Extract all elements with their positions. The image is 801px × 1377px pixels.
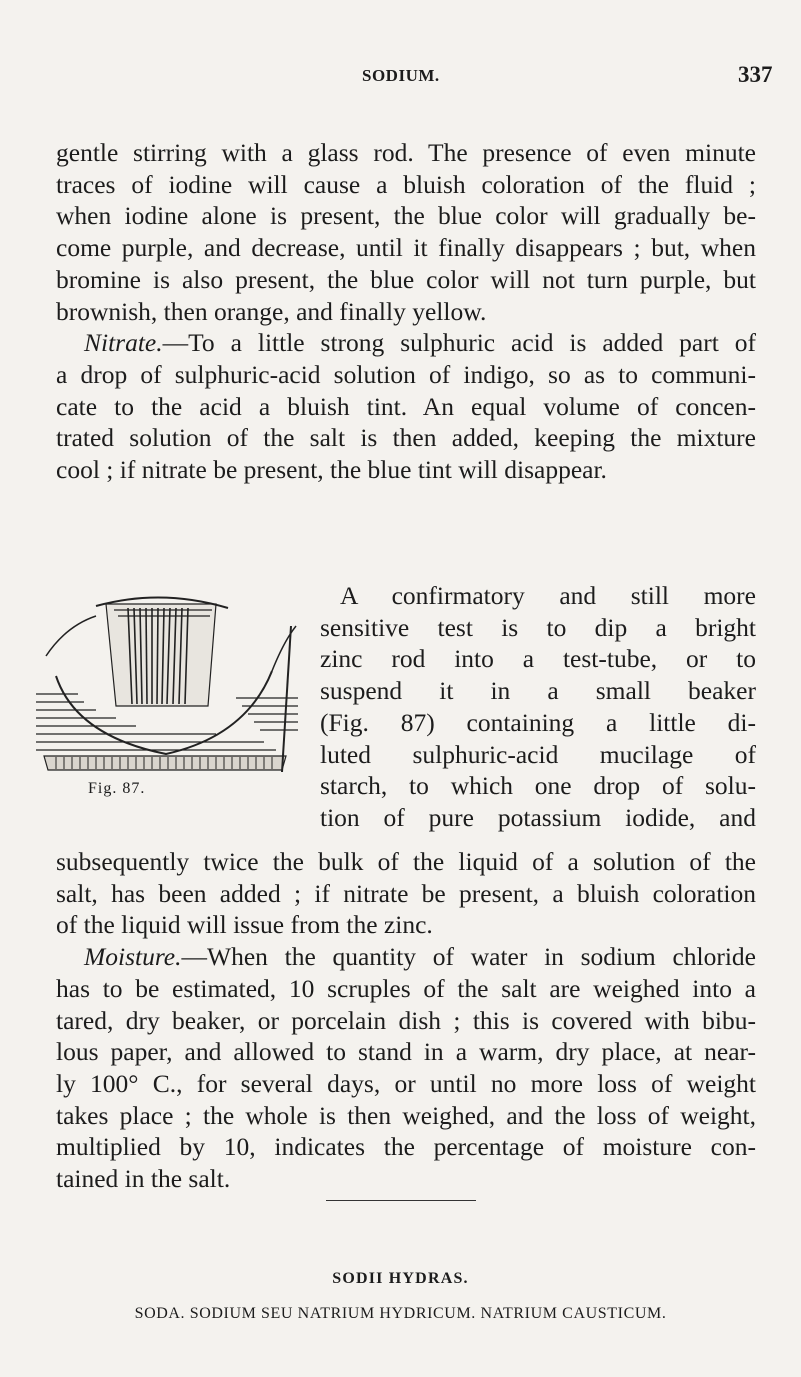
text-line: zinc rod into a test-tube, or to: [320, 644, 756, 674]
figure-87-block: [36, 580, 801, 890]
text-line: tion of pure potassium iodide, and: [320, 802, 756, 832]
text-line: starch, to which one drop of solu-: [320, 771, 756, 801]
text-line: salt, has been added ; if nitrate be present, a bluish coloration: [56, 878, 756, 908]
text-line: suspend it in a small beaker: [320, 676, 756, 706]
running-head: SODIUM.: [362, 66, 440, 85]
paragraph-iodine-and-nitrate: [56, 137, 756, 486]
text-line: of the liquid will issue from the zinc.: [56, 910, 433, 940]
text-line: subsequently twice the bulk of the liquid of a solution of the: [56, 847, 756, 876]
text-line: luted sulphuric-acid mucilage of: [320, 739, 756, 769]
text-line: (Fig. 87) containing a little di-: [320, 707, 756, 737]
moisture-first-line: [56, 941, 756, 973]
text-line: has to be estimated, 10 scruples of the salt are weighed into a: [56, 973, 756, 1003]
nitrate-heading: Nitrate.: [84, 328, 163, 358]
text-line: trated solution of the salt is then added, keeping the mixture: [56, 423, 756, 453]
page-header: [0, 60, 801, 96]
text-line: gentle stirring with a glass rod. The presence of even minute: [56, 138, 756, 167]
text-line: bromine is also present, the blue color will not turn purple, but: [56, 264, 756, 294]
nitrate-first-line: [56, 327, 756, 359]
text-line: ly 100° C., for several days, or until no more loss of weight: [56, 1068, 756, 1098]
text-line: takes place ; the whole is then weighed, and the loss of weight,: [56, 1100, 756, 1130]
page-number: 337: [738, 62, 773, 87]
moisture-first-line-text: —When the quantity of water in sodium chloride: [181, 942, 756, 972]
text-line: come purple, and decrease, until it finally disappears ; but, when: [56, 233, 756, 263]
figure-wrap-text: [320, 580, 756, 834]
section-synonyms: SODA. SODIUM SEU NATRIUM HYDRICUM. NATRIUM CAUSTICUM.: [134, 1305, 667, 1322]
text-line: traces of iodine will cause a bluish coloration of the fluid ;: [56, 169, 756, 199]
text-line: when iodine alone is present, the blue color will gradually be-: [56, 201, 756, 231]
text-line: cate to the acid a bluish tint. An equal volume of concen-: [56, 391, 756, 421]
section-divider: [326, 1200, 476, 1201]
text-line: cool ; if nitrate be present, the blue tint will disappear.: [56, 455, 607, 485]
text-line: sensitive test is to dip a bright: [320, 612, 756, 642]
text-line: a drop of sulphuric-acid solution of indigo, so as to communi-: [56, 359, 756, 389]
beaker-with-zinc-rod-illustration: [36, 586, 302, 778]
section-title: SODII HYDRAS.: [332, 1270, 469, 1287]
text-line: A confirmatory and still more: [340, 581, 756, 610]
moisture-heading: Moisture.: [84, 942, 182, 972]
text-line: lous paper, and allowed to stand in a warm, dry place, at near-: [56, 1037, 756, 1067]
nitrate-first-line-text: —To a little strong sulphuric acid is added part of: [162, 328, 756, 358]
figure-caption: Fig. 87.: [88, 780, 146, 797]
text-line: tained in the salt.: [56, 1164, 231, 1194]
text-line: brownish, then orange, and finally yellow.: [56, 296, 487, 326]
text-line: tared, dry beaker, or porcelain dish ; this is covered with bibu-: [56, 1005, 756, 1035]
paragraph-after-figure: [56, 846, 756, 1195]
text-line: multiplied by 10, indicates the percentage of moisture con-: [56, 1132, 756, 1162]
